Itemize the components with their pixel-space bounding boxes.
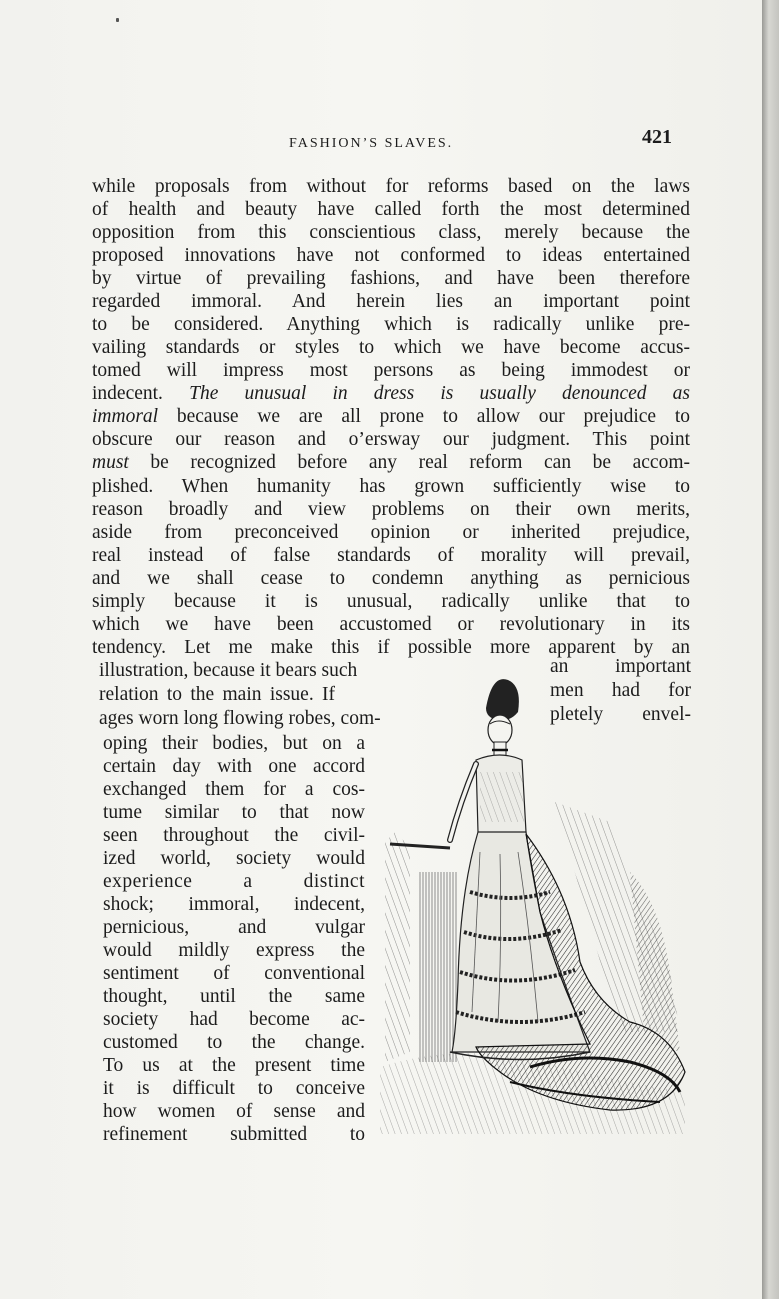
text-line: of health and beauty have called forth the most determined — [92, 199, 690, 220]
text-line: and we shall cease to condemn anything as pernicious — [92, 568, 690, 589]
text-line: plished. When humanity has grown sufficiently wise to — [92, 476, 690, 497]
text-line — [92, 383, 690, 405]
text-line: vailing standards or styles to which we have become accus- — [92, 337, 690, 358]
text-line-right: men had for — [550, 680, 691, 701]
text-line: proposed innovations have not conformed to ideas entertained — [92, 245, 690, 266]
text-line-left: seen throughout the civil- — [103, 825, 365, 846]
text-line-left: customed to the change. — [103, 1032, 365, 1053]
text-line-left: thought, until the same — [103, 986, 365, 1007]
text-line-left: ized world, society would — [103, 848, 365, 869]
page-header — [0, 126, 762, 156]
text-line: by virtue of prevailing fashions, and have been therefore — [92, 268, 690, 289]
text-line: aside from preconceived opinion or inherited prejudice, — [92, 522, 690, 543]
text-line: which we have been accustomed or revolutionary in its — [92, 614, 690, 635]
text-line: obscure our reason and o’ersway our judgment. This point — [92, 429, 690, 450]
running-title: FASHION’S SLAVES. — [289, 136, 454, 151]
text-line: reason broadly and view problems on their own merits, — [92, 499, 690, 520]
text-line-left: tume similar to that now — [103, 802, 365, 823]
page-edge-shadow — [762, 0, 779, 1299]
text-line-left: shock; immoral, indecent, — [103, 894, 365, 915]
text-line-left: experience a distinct — [103, 871, 365, 892]
text-line-left: pernicious, and vulgar — [103, 917, 365, 938]
text-line: regarded immoral. And herein lies an important point — [92, 291, 690, 312]
text-line: while proposals from without for reforms based on the laws — [92, 176, 690, 197]
text-line-left: sentiment of conventional — [103, 963, 365, 984]
text-line-left: how women of sense and — [103, 1101, 365, 1122]
text-span: indecent. — [92, 383, 163, 404]
text-line-left: would mildly express the — [103, 940, 365, 961]
text-line-left: exchanged them for a cos- — [103, 779, 365, 800]
italic-text: must — [92, 452, 129, 473]
text-line-left: it is difficult to conceive — [103, 1078, 365, 1099]
text-line-left: ages worn long flowing robes, com- — [99, 708, 381, 729]
italic-text: immoral — [92, 406, 159, 427]
victorian-lady-engraving — [380, 672, 690, 1134]
text-line: opposition from this conscientious class, merely because the — [92, 222, 690, 243]
text-span: because we are all prone to allow our prejudice to — [176, 406, 691, 427]
text-line-left: refinement submitted to — [103, 1124, 365, 1145]
text-line: to be considered. Anything which is radically unlike pre- — [92, 314, 690, 335]
text-line: real instead of false standards of morality will prevail, — [92, 545, 690, 566]
text-line-left: To us at the present time — [103, 1055, 365, 1076]
text-line — [92, 406, 690, 428]
ink-speck — [116, 18, 119, 22]
text-line-left: illustration, because it bears such — [99, 660, 358, 681]
text-line: tomed will impress most persons as being immodest or — [92, 360, 690, 381]
page-number: 421 — [642, 126, 672, 148]
text-line-left: society had become ac- — [103, 1009, 365, 1030]
italic-text: The unusual in dress is usually denounced as — [189, 383, 691, 404]
text-span: be recognized before any real reform can be accom- — [150, 452, 690, 473]
text-line: tendency. Let me make this if possible more apparent by an — [92, 637, 690, 658]
text-line-left: certain day with one accord — [103, 756, 365, 777]
text-line-right: an important — [550, 656, 691, 677]
engraving-illustration — [380, 672, 690, 1134]
text-line — [92, 452, 690, 474]
text-line-right: pletely envel- — [550, 704, 691, 725]
text-line-left: oping their bodies, but on a — [103, 733, 365, 754]
text-line-left: relation to the main issue. If — [99, 684, 335, 705]
text-line: simply because it is unusual, radically unlike that to — [92, 591, 690, 612]
